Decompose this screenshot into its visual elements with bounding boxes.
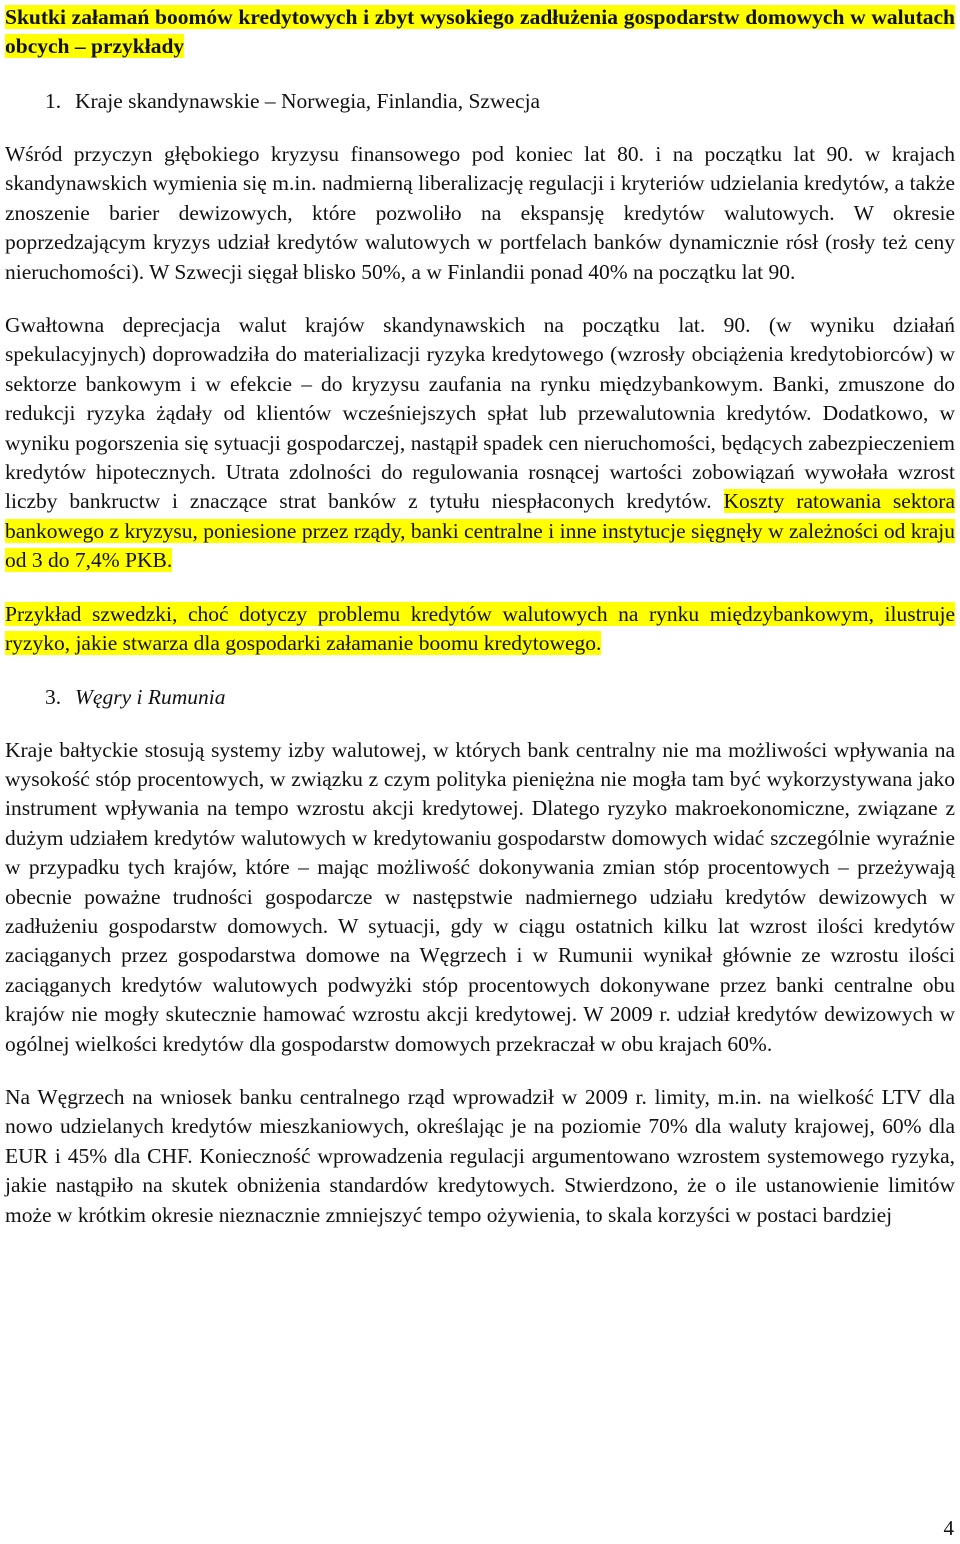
paragraph-2-highlight: Koszty ratowania sektora bankowego z kryzysu, poniesione przez rządy, banki centralne i inne instytucje sięgnęły w zależności od kraju od 3 do 7,4% PKB. [5,489,956,573]
paragraph-4: Kraje bałtyckie stosują systemy izby walutowej, w których bank centralny nie ma możliwości wpływania na wysokość stóp procentowych, w związku z czym polityka pieniężna nie mogła tam być wykorzystywana jako instrument wpływania na tempo wzrostu akcji kredytowej. Dlatego ryzyko makroekonomiczne, związane z dużym udziałem kredytów walutowych w kredytowaniu gospodarstw domowych widać szczególnie wyraźnie w przypadku tych krajów, które – mając możliwość dokonywania zmian stóp procentowych – przeżywają obecnie poważne trudności gospodarcze w następstwie nadmiernego udziału kredytów dewizowych w zadłużeniu gospodarstw domowych. W sytuacji, gdy w ciągu ostatnich kilku lat wzrost ilości kredytów zaciąganych przez gospodarstwa domowe na Węgrzech i w Rumunii wynikał głównie ze wzrostu ilości zaciąganych kredytów walutowych podwyżki stóp procentowych dokonywane przez banki centralne obu krajów nie mogły skutecznie hamować wzrostu akcji kredytowej. W 2009 r. udział kredytów dewizowych w ogólnej wielkości kredytów dla gospodarstw domowych przekraczał w obu krajach 60%. [5,737,955,1056]
spacer [5,576,955,600]
spacer [5,61,955,87]
title-highlight: Skutki załamań boomów kredytowych i zbyt wysokiego zadłużenia gospodarstw domowych w walutach obcych – przykłady [5,5,955,58]
paragraph-5: Na Węgrzech na wniosek banku centralnego rząd wprowadził w 2009 r. limity, m.in. na wielkość LTV dla nowo udzielanych kredytów mieszkaniowych, określając je na poziomie 70% dla waluty krajowej, 60% dla EUR i 45% dla CHF. Konieczność wprowadzenia regulacji argumentowano wzrostem systemowego ryzyka, jakie nastąpiło na skutek obniżenia standardów kredytowych. Stwierdzono, że o ile ustanowienie limitów może w krótkim okresie nieznacznie zmniejszyć tempo ożywienia, to skala korzyści w postaci bardziej [5,1084,955,1227]
section-heading-3 [5,683,955,712]
paragraph-2-text: Gwałtowna deprecjacja walut krajów skandynawskich na początku lat. 90. (w wyniku działań spekulacyjnych) doprowadziła do materializacji ryzyka kredytowego (wzrosły obciążenia kredytobiorców) w sektorze bankowym i w efekcie – do kryzysu zaufania na rynku międzybankowym. Banki, zmuszone do redukcji ryzyka żądały od klientów wcześniejszych spłat lub przewalutownia kredytów. Dodatkowo, w wyniku pogorszenia się sytuacji gospodarczej, nastąpił spadek cen nieruchomości, będących zabezpieczeniem kredytów hipotecznych. Utrata zdolności do regulowania rosnącej wartości zobowiązań wywołała wzrost liczby bankructw i znaczące strat banków z tytułu niespłaconych kredytów. [5,313,955,514]
section-number: 1. [45,89,62,113]
page-number: 4 [943,1516,954,1540]
paragraph-3 [5,600,955,659]
spacer [5,287,955,311]
spacer [5,116,955,140]
paragraph-1: Wśród przyczyn głębokiego kryzysu finansowego pod koniec lat 80. i na początku lat 90. w krajach skandynawskich wymienia się m.in. nadmierną liberalizację regulacji i kryteriów udzielania kredytów, a także znoszenie barier dewizowych, które pozwoliło na ekspansję kredytów walutowych. W okresie poprzedzającym kryzys udział kredytów walutowych w portfelach banków dynamicznie rósł (rosły też ceny nieruchomości). W Szwecji sięgał blisko 50%, a w Finlandii ponad 40% na początku lat 90. [5,142,955,284]
spacer [5,659,955,683]
section-title: Węgry i Rumunia [75,684,226,709]
paragraph-3-highlight: Przykład szwedzki, choć dotyczy problemu kredytów walutowych na rynku międzybankowym, ilustruje ryzyko, jakie stwarza dla gospodarki załamanie boomu kredytowego. [5,601,955,656]
section-number: 3. [45,684,62,709]
section-title: Kraje skandynawskie – Norwegia, Finlandia, Szwecja [75,89,541,113]
document-page [5,0,955,1230]
spacer [5,712,955,736]
document-title [5,0,955,61]
paragraph-2 [5,311,955,576]
spacer [5,1059,955,1083]
section-heading-1 [5,87,955,116]
